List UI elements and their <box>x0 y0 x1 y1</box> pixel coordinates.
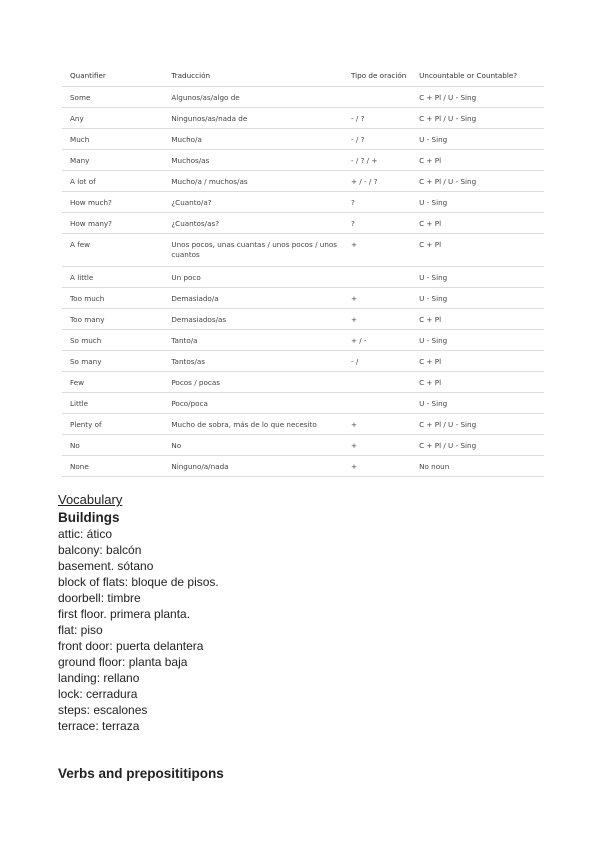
quantifiers-table <box>62 64 544 477</box>
cell-translation: Mucho/a <box>163 129 343 150</box>
cell-sentence-type: - / <box>343 351 411 372</box>
header-quantifier: Quantifier <box>62 64 163 87</box>
cell-translation: Demasiado/a <box>163 288 343 309</box>
cell-sentence-type <box>343 267 411 288</box>
vocabulary-item: steps: escalones <box>58 703 148 717</box>
cell-sentence-type: + / - <box>343 330 411 351</box>
cell-translation: ¿Cuanto/a? <box>163 192 343 213</box>
cell-quantifier: Too much <box>62 288 163 309</box>
cell-quantifier: Some <box>62 87 163 108</box>
buildings-heading: Buildings <box>58 510 120 525</box>
vocabulary-item: lock: cerradura <box>58 687 138 701</box>
cell-countability: C + Pl / U - Sing <box>411 171 544 192</box>
cell-quantifier: How many? <box>62 213 163 234</box>
header-countability: Uncountable or Countable? <box>411 64 544 87</box>
cell-sentence-type: ? <box>343 213 411 234</box>
cell-quantifier: Plenty of <box>62 414 163 435</box>
table-row <box>62 171 544 192</box>
vocabulary-item: balcony: balcón <box>58 543 142 557</box>
vocabulary-item: terrace: terraza <box>58 719 140 733</box>
cell-translation: Ningunos/as/nada de <box>163 108 343 129</box>
cell-quantifier: So many <box>62 351 163 372</box>
cell-quantifier: A little <box>62 267 163 288</box>
cell-translation: Demasiados/as <box>163 309 343 330</box>
table-header-row <box>62 64 544 87</box>
cell-sentence-type: + <box>343 435 411 456</box>
table-row <box>62 309 544 330</box>
cell-translation: Algunos/as/algo de <box>163 87 343 108</box>
cell-countability: C + Pl / U - Sing <box>411 108 544 129</box>
table-row <box>62 150 544 171</box>
table-row <box>62 267 544 288</box>
cell-countability: U - Sing <box>411 288 544 309</box>
vocabulary-item: block of flats: bloque de pisos. <box>58 575 219 589</box>
table-row <box>62 234 544 267</box>
cell-quantifier: None <box>62 456 163 477</box>
cell-countability: C + Pl <box>411 351 544 372</box>
table-body <box>62 87 544 477</box>
cell-quantifier: Any <box>62 108 163 129</box>
cell-quantifier: Much <box>62 129 163 150</box>
vocabulary-item: doorbell: timbre <box>58 591 141 605</box>
cell-translation: No <box>163 435 343 456</box>
cell-sentence-type: ? <box>343 192 411 213</box>
cell-translation: Muchos/as <box>163 150 343 171</box>
table-row <box>62 351 544 372</box>
cell-sentence-type: - / ? <box>343 108 411 129</box>
cell-sentence-type: + <box>343 456 411 477</box>
table-row <box>62 213 544 234</box>
header-translation: Traducción <box>163 64 343 87</box>
cell-quantifier: A few <box>62 234 163 267</box>
table-row <box>62 129 544 150</box>
cell-countability: C + Pl <box>411 309 544 330</box>
table-row <box>62 435 544 456</box>
cell-quantifier: Little <box>62 393 163 414</box>
cell-quantifier: How much? <box>62 192 163 213</box>
table-row <box>62 456 544 477</box>
cell-countability: C + Pl <box>411 372 544 393</box>
table-row <box>62 108 544 129</box>
cell-countability: C + Pl / U - Sing <box>411 435 544 456</box>
cell-countability: No noun <box>411 456 544 477</box>
vocabulary-list <box>58 526 219 734</box>
cell-countability: U - Sing <box>411 192 544 213</box>
vocabulary-item: basement. sótano <box>58 559 154 573</box>
cell-sentence-type <box>343 372 411 393</box>
cell-quantifier: No <box>62 435 163 456</box>
vocabulary-item: flat: piso <box>58 623 103 637</box>
vocabulary-item: ground floor: planta baja <box>58 655 188 669</box>
vocabulary-item: landing: rellano <box>58 671 140 685</box>
cell-quantifier: Too many <box>62 309 163 330</box>
table-row <box>62 87 544 108</box>
cell-quantifier: Many <box>62 150 163 171</box>
cell-quantifier: So much <box>62 330 163 351</box>
cell-countability: C + Pl <box>411 213 544 234</box>
cell-sentence-type: - / ? <box>343 129 411 150</box>
header-sentence-type: Tipo de oración <box>343 64 411 87</box>
cell-countability: C + Pl / U - Sing <box>411 87 544 108</box>
cell-translation: Tantos/as <box>163 351 343 372</box>
cell-translation: Poco/poca <box>163 393 343 414</box>
cell-sentence-type: + / - / ? <box>343 171 411 192</box>
table-row <box>62 192 544 213</box>
cell-sentence-type: + <box>343 414 411 435</box>
cell-countability: C + Pl / U - Sing <box>411 414 544 435</box>
cell-countability: U - Sing <box>411 267 544 288</box>
cell-countability: U - Sing <box>411 129 544 150</box>
cell-sentence-type: + <box>343 288 411 309</box>
vocabulary-item: front door: puerta delantera <box>58 639 204 653</box>
table-row <box>62 393 544 414</box>
cell-countability: U - Sing <box>411 393 544 414</box>
cell-quantifier: Few <box>62 372 163 393</box>
cell-translation: Unos pocos, unas cuantas / unos pocos / unos cuantos <box>163 234 343 267</box>
cell-sentence-type: - / ? / + <box>343 150 411 171</box>
table-row <box>62 288 544 309</box>
table-row <box>62 372 544 393</box>
verbs-heading: Verbs and preposititipons <box>58 766 224 781</box>
cell-translation: Tanto/a <box>163 330 343 351</box>
cell-translation: ¿Cuantos/as? <box>163 213 343 234</box>
table-row <box>62 330 544 351</box>
vocabulary-section <box>58 492 219 734</box>
cell-countability: C + Pl <box>411 234 544 267</box>
cell-countability: U - Sing <box>411 330 544 351</box>
cell-sentence-type <box>343 393 411 414</box>
vocabulary-heading: Vocabulary <box>58 492 123 507</box>
vocabulary-item: first floor. primera planta. <box>58 607 191 621</box>
cell-translation: Un poco <box>163 267 343 288</box>
vocabulary-item: attic: ático <box>58 527 113 541</box>
cell-countability: C + Pl <box>411 150 544 171</box>
cell-sentence-type <box>343 87 411 108</box>
table-row <box>62 414 544 435</box>
cell-sentence-type: + <box>343 309 411 330</box>
cell-translation: Ninguno/a/nada <box>163 456 343 477</box>
cell-translation: Mucho de sobra, más de lo que necesito <box>163 414 343 435</box>
cell-translation: Mucho/a / muchos/as <box>163 171 343 192</box>
cell-quantifier: A lot of <box>62 171 163 192</box>
cell-translation: Pocos / pocas <box>163 372 343 393</box>
cell-sentence-type: + <box>343 234 411 267</box>
